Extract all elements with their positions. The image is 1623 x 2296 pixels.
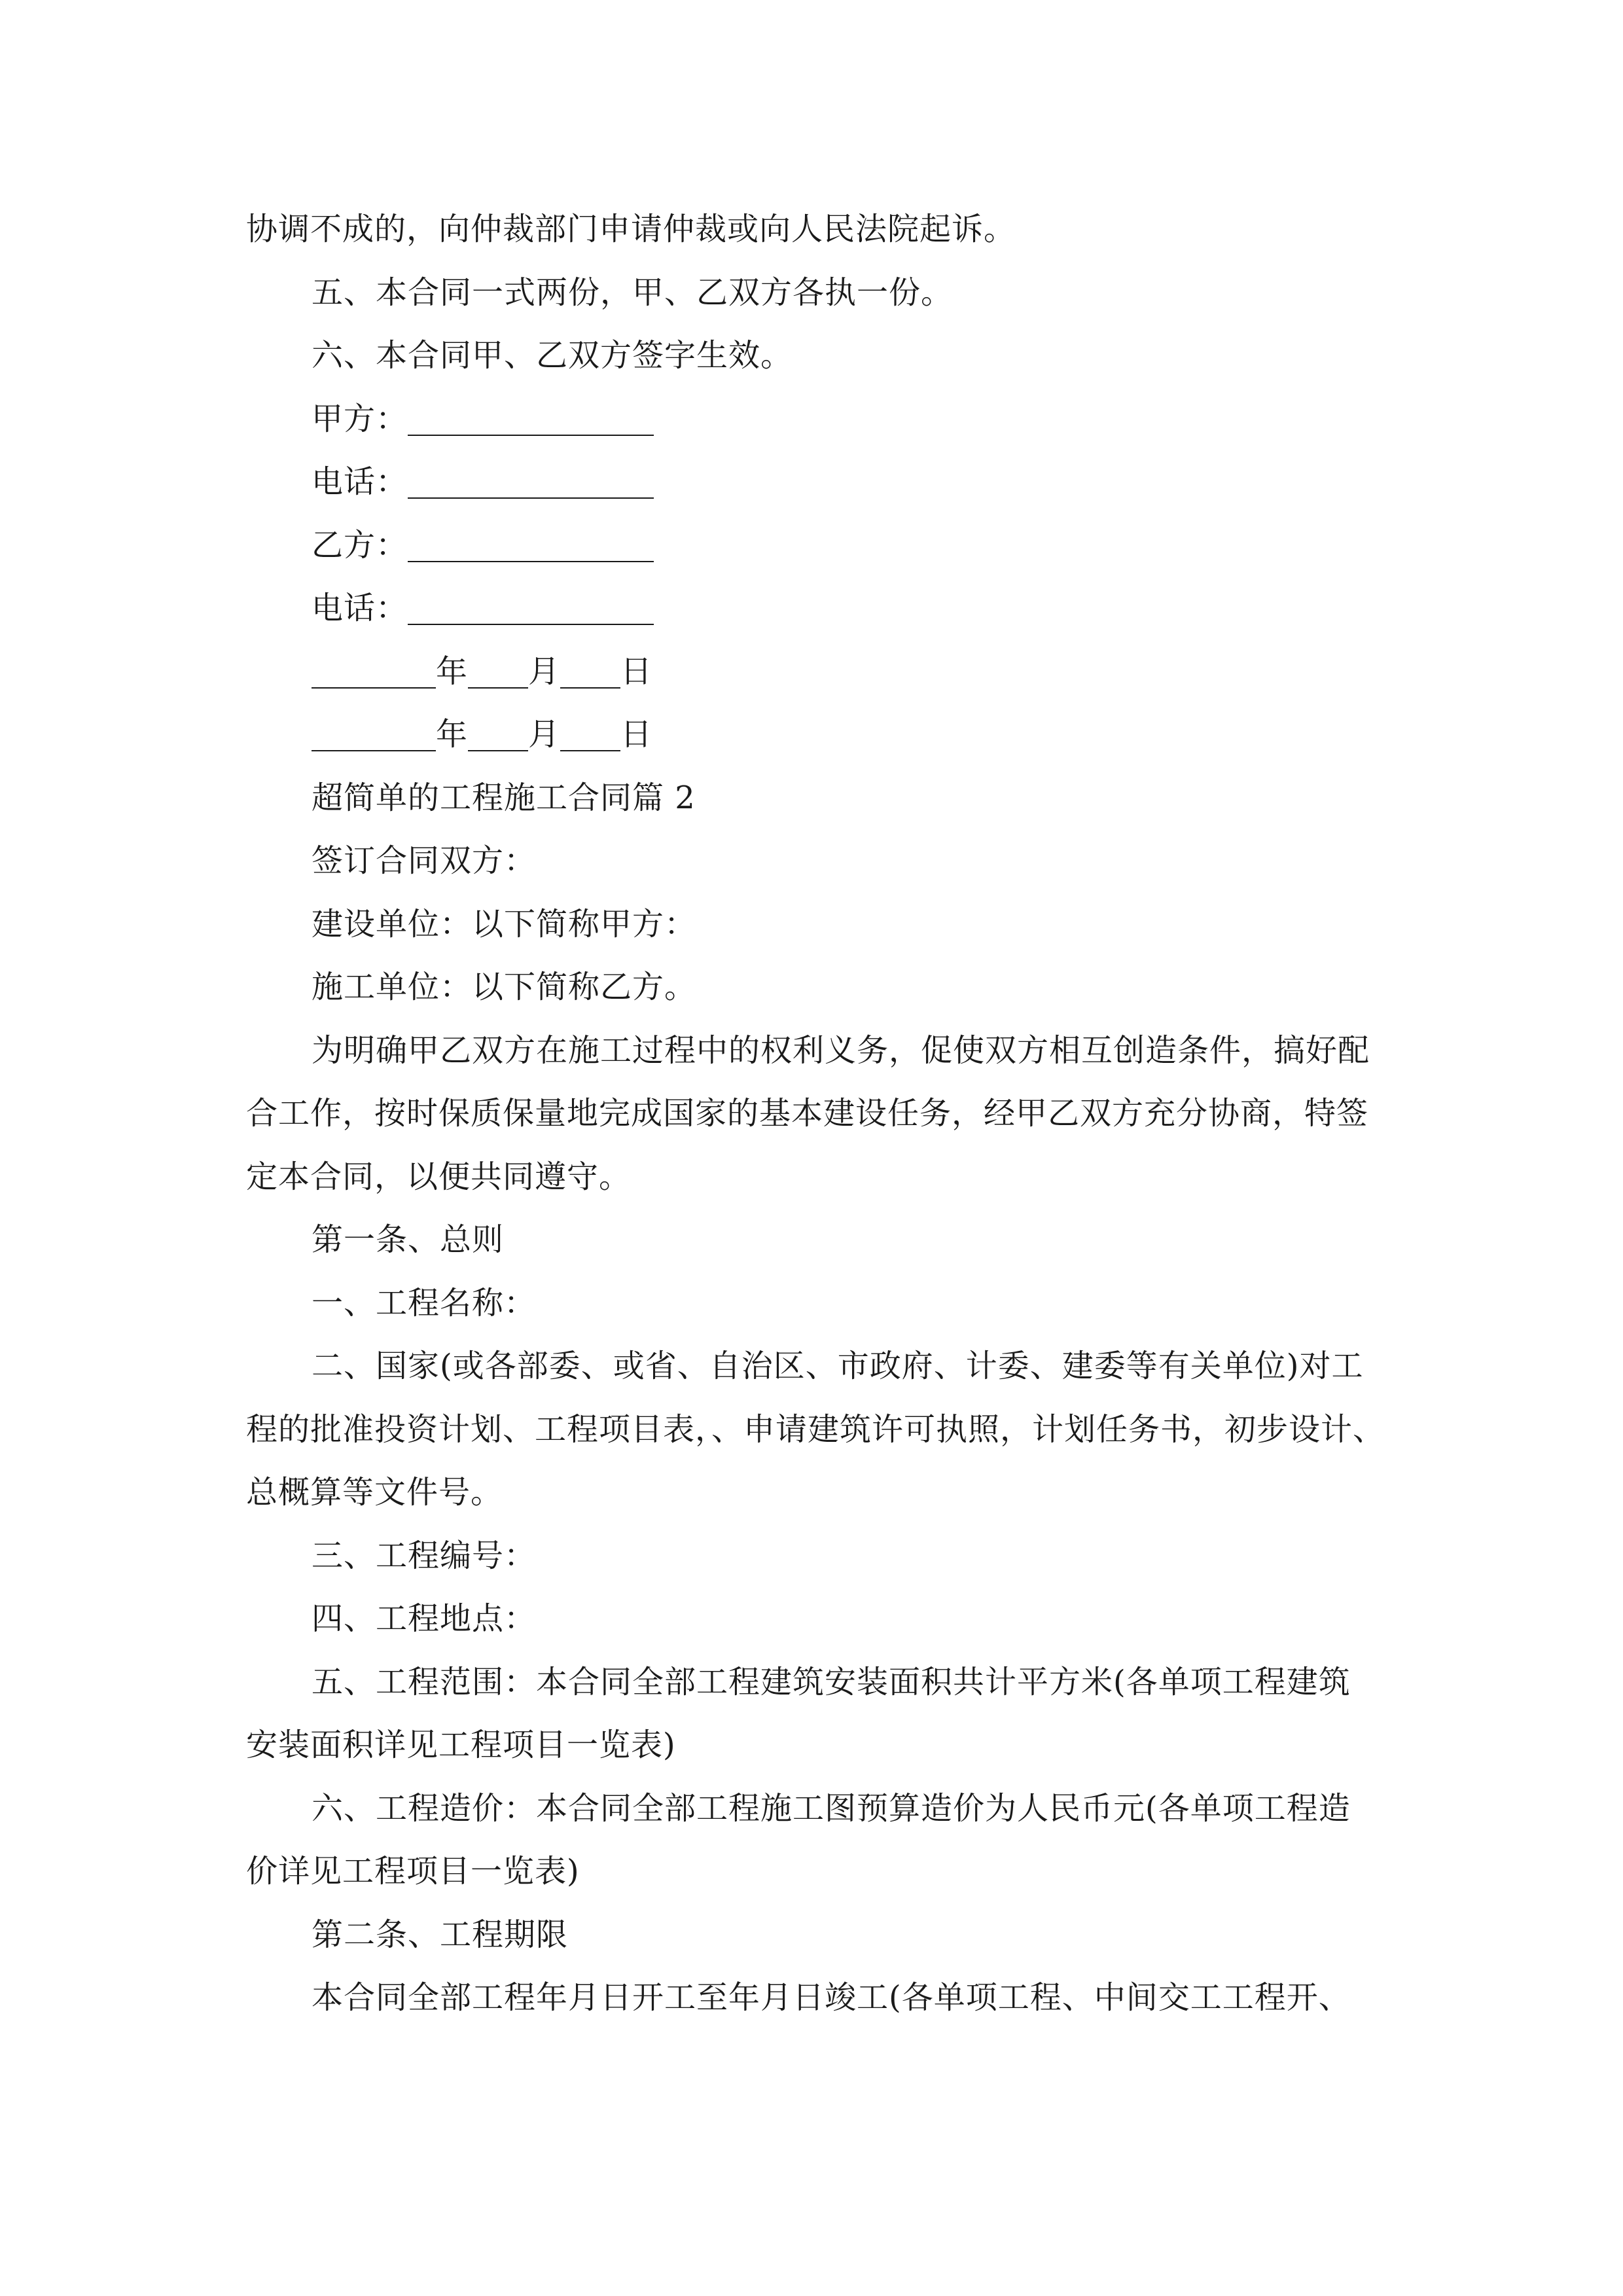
signature-label: 乙方： — [312, 526, 408, 564]
signature-label: 电话： — [312, 590, 408, 626]
signature-blank — [408, 584, 654, 625]
paragraph-line: 定本合同，以便共同遵守。 — [246, 1158, 632, 1195]
date-line-2 — [246, 703, 1398, 766]
day-blank — [560, 648, 620, 689]
signature-phone-a — [246, 450, 1398, 514]
signature-label: 电话： — [312, 463, 408, 500]
date-year-label: 年 — [436, 716, 469, 753]
signature-blank — [408, 522, 654, 562]
date-month-label: 月 — [528, 716, 561, 753]
paragraph-line: 本合同全部工程年月日开工至年月日竣工(各单项工程、中间交工工程开、 — [312, 1979, 1351, 2016]
date-year-label: 年 — [436, 653, 469, 690]
article-heading: 第二条、工程期限 — [312, 1916, 569, 1953]
paragraph-line: 为明确甲乙双方在施工过程中的权利义务，促使双方相互创造条件，搞好配 — [312, 1031, 1370, 1069]
year-blank — [312, 648, 436, 689]
paragraph-line: 五、工程范围：本合同全部工程建筑安装面积共计平方米(各单项工程建筑 — [312, 1663, 1351, 1700]
paragraph-line: 程的批准投资计划、工程项目表，、申请建筑许可执照，计划任务书，初步设计、 — [246, 1410, 1385, 1448]
paragraph-line: 合工作，按时保质保量地完成国家的基本建设任务，经甲乙双方充分协商，特签 — [246, 1095, 1369, 1132]
clause-five: 五、本合同一式两份，甲、乙双方各执一份。 — [312, 274, 954, 311]
text-line: 四、工程地点： — [312, 1600, 537, 1637]
clause-six: 六、本合同甲、乙双方签字生效。 — [312, 337, 793, 374]
signature-blank — [408, 458, 654, 499]
day-blank — [560, 711, 620, 751]
paragraph-line: 总概算等文件号。 — [246, 1474, 503, 1511]
date-day-label: 日 — [620, 653, 653, 690]
paragraph-line: 六、工程造价：本合同全部工程施工图预算造价为人民币元(各单项工程造 — [312, 1789, 1351, 1827]
signature-party-a — [246, 387, 1398, 451]
signature-phone-b — [246, 577, 1398, 640]
date-month-label: 月 — [528, 653, 561, 690]
text-line: 建设单位：以下简称甲方： — [312, 905, 697, 942]
signature-blank — [408, 395, 654, 436]
article-heading: 第一条、总则 — [312, 1221, 505, 1258]
document-body — [246, 198, 1398, 2030]
paragraph-line: 二、国家(或各部委、或省、自治区、市政府、计委、建委等有关单位)对工 — [312, 1348, 1364, 1384]
paragraph-line: 安装面积详见工程项目一览表) — [246, 1727, 676, 1763]
text-line: 三、工程编号： — [312, 1537, 537, 1574]
signature-label: 甲方： — [312, 400, 408, 437]
month-blank — [468, 711, 528, 751]
date-day-label: 日 — [620, 716, 653, 753]
signature-party-b — [246, 514, 1398, 577]
text-line: 协调不成的，向仲裁部门申请仲裁或向人民法院起诉。 — [246, 211, 1016, 247]
paragraph-line: 价详见工程项目一览表) — [246, 1853, 580, 1890]
year-blank — [312, 711, 436, 751]
text-line: 施工单位：以下简称乙方。 — [312, 969, 697, 1005]
text-line: 一、工程名称： — [312, 1284, 537, 1321]
section-title: 超简单的工程施工合同篇 2 — [312, 779, 696, 816]
month-blank — [468, 648, 528, 689]
date-line-1 — [246, 640, 1398, 704]
text-line: 签订合同双方： — [312, 842, 537, 879]
